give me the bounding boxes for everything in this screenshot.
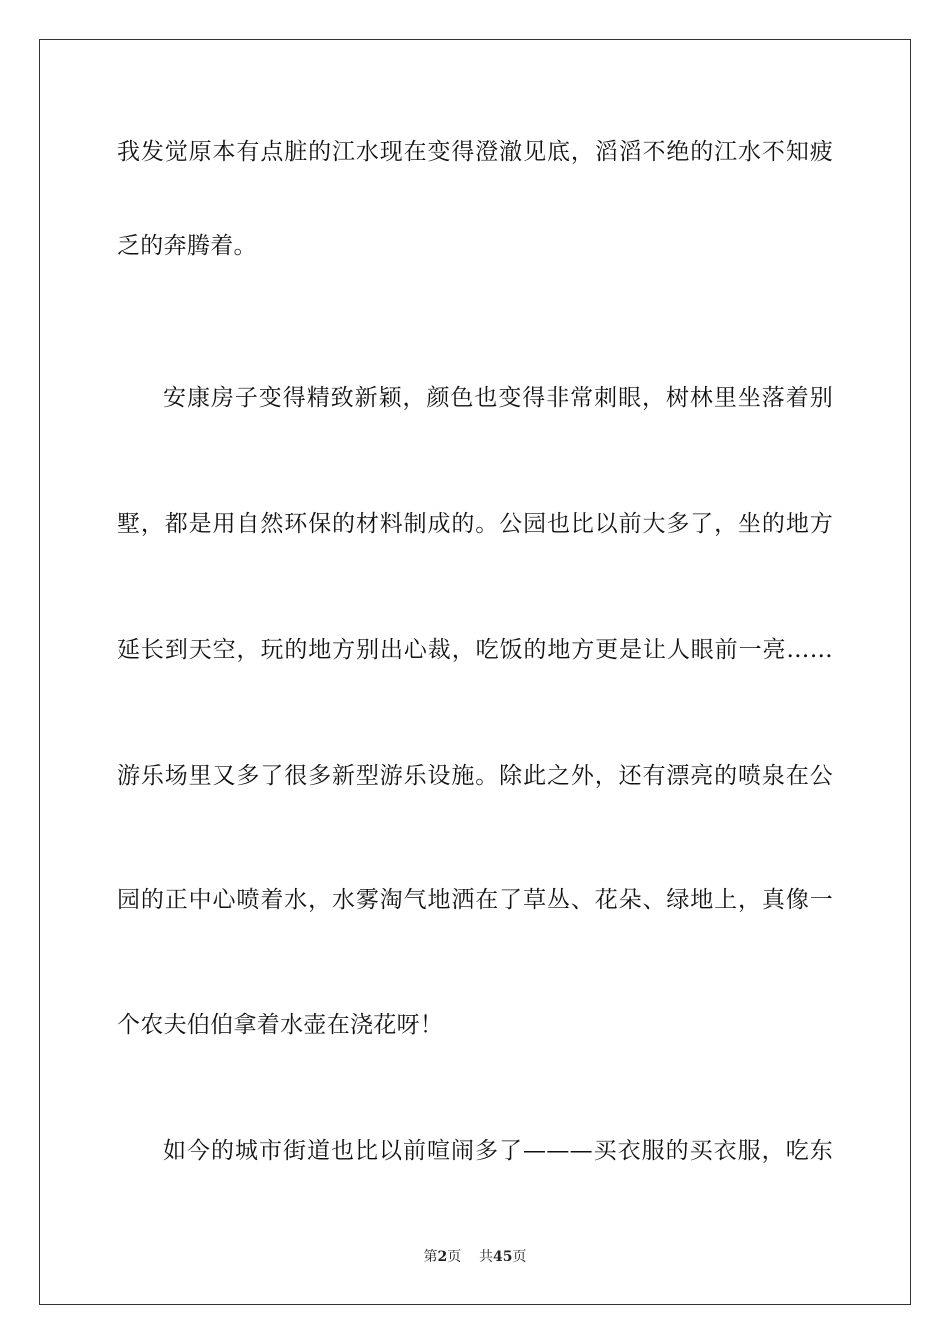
paragraph-line: 游乐场里又多了很多新型游乐设施。除此之外，还有漂亮的喷泉在公 <box>117 763 833 789</box>
paragraph-line: 如今的城市街道也比以前喧闹多了———买衣服的买衣服，吃东 <box>163 1138 833 1164</box>
paragraph-line: 墅，都是用自然环保的材料制成的。公园也比以前大多了，坐的地方 <box>117 511 833 537</box>
paragraph-line: 乏的奔腾着。 <box>117 233 257 259</box>
page-prefix: 第 <box>423 1249 438 1265</box>
page-footer <box>0 1248 950 1266</box>
paragraph-line: 我发觉原本有点脏的江水现在变得澄澈见底，滔滔不绝的江水不知疲 <box>117 139 833 165</box>
total-prefix: 共 <box>479 1249 494 1265</box>
page-number: 2 <box>437 1249 448 1265</box>
paragraph-line: 延长到天空，玩的地方别出心裁，吃饭的地方更是让人眼前一亮…… <box>117 637 833 663</box>
page-suffix: 页 <box>447 1249 462 1265</box>
paragraph-line: 园的正中心喷着水，水雾淘气地洒在了草丛、花朵、绿地上，真像一 <box>117 887 833 913</box>
paragraph-line: 安康房子变得精致新颖，颜色也变得非常刺眼，树林里坐落着别 <box>163 385 833 411</box>
paragraph-line: 个农夫伯伯拿着水壶在浇花呀！ <box>117 1012 444 1038</box>
page-border <box>39 39 911 1305</box>
total-suffix: 页 <box>512 1249 527 1265</box>
total-pages: 45 <box>493 1249 513 1265</box>
